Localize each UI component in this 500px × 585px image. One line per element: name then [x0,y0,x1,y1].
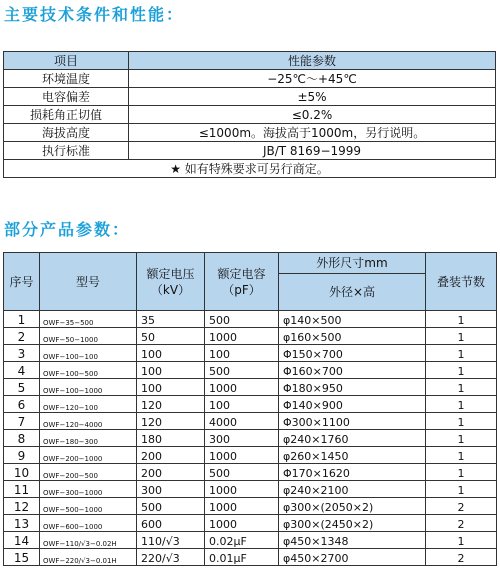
model-cell: OWF−600−1000 [40,515,137,532]
row-number: 3 [4,345,40,362]
pack-sections-cell: 1 [426,447,497,464]
voltage-cell: 300 [137,481,205,498]
capacitance-cell: 100 [205,345,279,362]
dimensions-cell: Φ140×900 [279,396,426,413]
dimensions-cell: Φ300×1100 [279,413,426,430]
spec-value: ±5% [129,88,496,106]
model-cell: OWF−100−1000 [40,379,137,396]
pack-sections-cell: 1 [426,345,497,362]
dimensions-cell: φ450×2700 [279,549,426,566]
pack-sections-cell: 1 [426,413,497,430]
row-number: 14 [4,532,40,549]
spec-label: 损耗角正切值 [4,106,129,124]
spec-row [4,106,496,124]
spec-label: 海拔高度 [4,124,129,142]
header-dimensions-sub: 外径×高 [279,274,426,311]
table-row [4,430,497,447]
row-number: 7 [4,413,40,430]
model-cell: OWF−100−500 [40,362,137,379]
spec-row [4,70,496,88]
row-number: 12 [4,498,40,515]
spec-note-row [4,160,496,178]
table-row [4,345,497,362]
table-row [4,481,497,498]
capacitance-cell: 1000 [205,379,279,396]
voltage-cell: 100 [137,362,205,379]
spec-header-item: 项目 [4,52,129,70]
capacitance-cell: 100 [205,396,279,413]
capacitance-cell: 300 [205,430,279,447]
capacitance-cell: 0.02μF [205,532,279,549]
pack-sections-cell: 1 [426,464,497,481]
dimensions-cell: φ300×(2050×2) [279,498,426,515]
voltage-cell: 100 [137,379,205,396]
table-row [4,549,497,566]
spec-row [4,88,496,106]
table-row [4,464,497,481]
spec-header-row [4,52,496,70]
voltage-cell: 180 [137,430,205,447]
pack-sections-cell: 1 [426,396,497,413]
capacitance-cell: 1000 [205,515,279,532]
capacitance-cell: 500 [205,311,279,328]
spec-label: 执行标准 [4,142,129,160]
section-heading-main-specs: 主要技术条件和性能： [4,5,185,24]
pack-sections-cell: 1 [426,532,497,549]
pack-sections-cell: 1 [426,362,497,379]
pack-sections-cell: 1 [426,311,497,328]
voltage-cell: 110/√3 [137,532,205,549]
table-row [4,328,497,345]
dimensions-cell: Φ160×700 [279,362,426,379]
model-cell: OWF−35−500 [40,311,137,328]
row-number: 13 [4,515,40,532]
section-heading-products: 部分产品参数： [4,220,131,239]
dimensions-cell: Φ150×700 [279,345,426,362]
model-cell: OWF−200−1000 [40,447,137,464]
table-row [4,362,497,379]
table-row [4,396,497,413]
row-number: 4 [4,362,40,379]
table-row [4,311,497,328]
product-table [3,252,497,566]
dimensions-cell: φ160×500 [279,328,426,345]
table-row [4,413,497,430]
spec-note: ★ 如有特殊要求可另行商定。 [4,160,496,178]
voltage-cell: 50 [137,328,205,345]
capacitance-cell: 1000 [205,328,279,345]
model-cell: OWF−120−4000 [40,413,137,430]
spec-row [4,124,496,142]
spec-value: −25℃～+45℃ [129,70,496,88]
row-number: 10 [4,464,40,481]
spec-label: 电容偏差 [4,88,129,106]
row-number: 8 [4,430,40,447]
voltage-cell: 120 [137,396,205,413]
row-number: 11 [4,481,40,498]
row-number: 15 [4,549,40,566]
header-no: 序号 [4,253,40,311]
capacitance-cell: 1000 [205,481,279,498]
model-cell: OWF−180−300 [40,430,137,447]
capacitance-cell: 1000 [205,447,279,464]
product-header-row [4,253,497,274]
pack-sections-cell: 2 [426,549,497,566]
capacitance-cell: 500 [205,464,279,481]
dimensions-cell: φ450×1348 [279,532,426,549]
header-dimensions: 外形尺寸mm [279,253,426,274]
voltage-cell: 200 [137,447,205,464]
header-capacitance: 额定电容（pF） [205,253,279,311]
capacitance-cell: 4000 [205,413,279,430]
header-pack-sections: 叠装节数 [426,253,497,311]
dimensions-cell: φ260×1450 [279,447,426,464]
table-row [4,498,497,515]
capacitance-cell: 500 [205,362,279,379]
pack-sections-cell: 2 [426,498,497,515]
dimensions-cell: Φ170×1620 [279,464,426,481]
dimensions-cell: φ140×500 [279,311,426,328]
spec-table [3,51,496,178]
model-cell: OWF−50−1000 [40,328,137,345]
dimensions-cell: φ300×(2450×2) [279,515,426,532]
pack-sections-cell: 1 [426,328,497,345]
header-voltage: 额定电压（kV） [137,253,205,311]
voltage-cell: 35 [137,311,205,328]
header-model: 型号 [40,253,137,311]
pack-sections-cell: 1 [426,481,497,498]
table-row [4,379,497,396]
pack-sections-cell: 1 [426,430,497,447]
pack-sections-cell: 2 [426,515,497,532]
spec-value: ≤0.2% [129,106,496,124]
spec-header-value: 性能参数 [129,52,496,70]
voltage-cell: 200 [137,464,205,481]
dimensions-cell: φ240×2100 [279,481,426,498]
row-number: 6 [4,396,40,413]
model-cell: OWF−220/√3−0.01H [40,549,137,566]
capacitance-cell: 0.01μF [205,549,279,566]
model-cell: OWF−100−100 [40,345,137,362]
model-cell: OWF−200−500 [40,464,137,481]
capacitance-cell: 1000 [205,498,279,515]
spec-row [4,142,496,160]
dimensions-cell: φ240×1760 [279,430,426,447]
table-row [4,532,497,549]
spec-label: 环境温度 [4,70,129,88]
voltage-cell: 600 [137,515,205,532]
spec-value: JB/T 8169−1999 [129,142,496,160]
voltage-cell: 120 [137,413,205,430]
row-number: 9 [4,447,40,464]
table-row [4,515,497,532]
model-cell: OWF−500−1000 [40,498,137,515]
row-number: 1 [4,311,40,328]
voltage-cell: 220/√3 [137,549,205,566]
model-cell: OWF−120−100 [40,396,137,413]
row-number: 2 [4,328,40,345]
spec-value: ≤1000m。海拔高于1000m，另行说明。 [129,124,496,142]
table-row [4,447,497,464]
voltage-cell: 500 [137,498,205,515]
model-cell: OWF−300−1000 [40,481,137,498]
pack-sections-cell: 1 [426,379,497,396]
model-cell: OWF−110/√3−0.02H [40,532,137,549]
dimensions-cell: Φ180×950 [279,379,426,396]
row-number: 5 [4,379,40,396]
voltage-cell: 100 [137,345,205,362]
